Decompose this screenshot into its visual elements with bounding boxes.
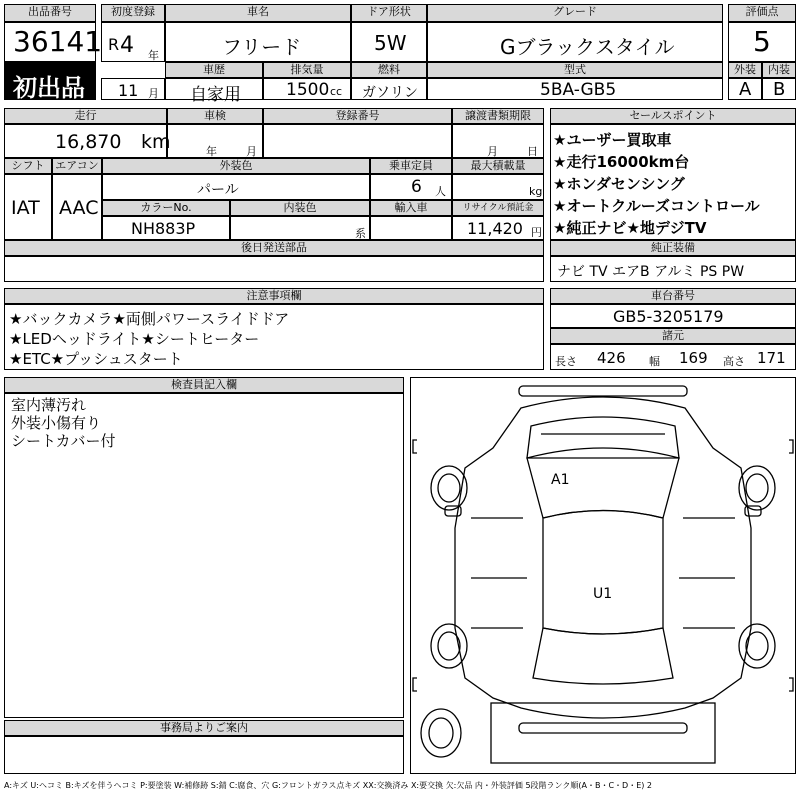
color-no-cell — [102, 216, 230, 240]
model-header: 型式 — [427, 62, 723, 78]
transfer-cell — [452, 124, 544, 158]
capacity-header: 乗車定員 — [370, 158, 452, 174]
displacement-cell — [263, 78, 351, 100]
int-color-unit: 系 — [355, 227, 366, 240]
ext-score: A — [739, 79, 752, 100]
car-damage-diagram — [410, 377, 796, 774]
capacity-unit: 人 — [435, 185, 446, 198]
lot-number: 36141 — [13, 25, 103, 58]
transfer-month-unit: 月 — [487, 145, 498, 158]
transfer-day-unit: 日 — [527, 145, 538, 158]
int-score: B — [773, 79, 786, 100]
grade: Gブラックスタイル — [500, 35, 675, 59]
height-label: 高さ — [723, 355, 745, 368]
sales-point: ★純正ナビ★地デジTV — [553, 219, 707, 237]
damage-mark: A1 — [551, 472, 570, 488]
shift-cell — [4, 174, 52, 240]
recycle-header: リサイクル預託金 — [452, 200, 544, 216]
lot-header: 出品番号 — [4, 4, 96, 22]
score-header: 評価点 — [728, 4, 796, 22]
note-item: ★ETC★プッシュスタート — [9, 350, 183, 368]
displacement: 1500 — [286, 80, 330, 100]
sales-point: ★ホンダセンシング — [553, 175, 685, 193]
history-header: 車歴 — [165, 62, 263, 78]
sales-point: ★ユーザー買取車 — [553, 131, 672, 149]
inspector-note: シートカバー付 — [11, 432, 116, 450]
int-color-header: 内装色 — [230, 200, 370, 216]
width: 169 — [679, 349, 708, 367]
int-score-header: 内装 — [762, 62, 796, 78]
length-label: 長さ — [555, 355, 577, 368]
history-cell — [165, 78, 263, 105]
import-cell — [370, 216, 452, 240]
sales-points-list — [553, 129, 760, 239]
shift: IAT — [11, 197, 40, 219]
door-type: 5W — [374, 31, 407, 55]
shift-header: シフト — [4, 158, 52, 174]
first-listing-badge — [4, 62, 96, 100]
car-name-header: 車名 — [165, 4, 351, 22]
model: 5BA-GB5 — [540, 80, 617, 100]
mileage: 16,870 — [55, 131, 122, 153]
color-no-header: カラーNo. — [102, 200, 230, 216]
fuel: ガソリン — [362, 85, 418, 101]
score-cell — [728, 22, 796, 62]
color-no: NH883P — [131, 219, 196, 238]
ext-color-cell — [102, 174, 370, 200]
equipment-header: 純正装備 — [550, 240, 796, 256]
dims-cell — [550, 344, 796, 370]
width-label: 幅 — [649, 355, 660, 368]
office-header: 事務局よりご案内 — [4, 720, 404, 736]
length: 426 — [597, 349, 626, 367]
first-reg-header: 初度登録 — [101, 4, 165, 22]
model-cell — [427, 78, 723, 100]
int-color-cell — [230, 216, 370, 240]
later-parts-header: 後日発送部品 — [4, 240, 544, 256]
inspection-year-unit: 年 — [206, 145, 217, 158]
equipment: ナビ TV エアB アルミ PS PW — [557, 264, 745, 280]
sales-point: ★走行16000km台 — [553, 153, 690, 171]
inspector-note: 外装小傷有り — [11, 414, 102, 432]
reg-month-unit: 月 — [148, 87, 159, 100]
recycle-amount: 11,420 — [467, 219, 523, 238]
reg-month: 11 — [118, 81, 139, 100]
inspector-list — [11, 396, 116, 450]
sales-points-header: セールスポイント — [550, 108, 796, 124]
recycle-cell — [452, 216, 544, 240]
reg-no-cell — [263, 124, 452, 158]
chassis-cell — [550, 304, 796, 328]
office-box — [4, 736, 404, 774]
reg-year-unit: 年 — [148, 49, 159, 62]
inspector-note: 室内薄汚れ — [11, 396, 87, 414]
chassis-number: GB5-3205179 — [613, 307, 724, 326]
equipment-cell — [550, 256, 796, 282]
car-name-cell — [165, 22, 351, 62]
first-reg-cell — [101, 22, 165, 62]
reg-year: 4 — [120, 33, 134, 58]
inspector-header: 検査員記入欄 — [4, 377, 404, 393]
notes-header: 注意事項欄 — [4, 288, 544, 304]
ac-cell — [52, 174, 102, 240]
recycle-unit: 円 — [531, 226, 542, 239]
later-parts-cell — [4, 256, 544, 282]
sales-point: ★オートクルーズコントロール — [553, 197, 760, 215]
capacity-cell — [370, 174, 452, 200]
first-listing-text: 初出品 — [13, 74, 85, 102]
displacement-header: 排気量 — [263, 62, 351, 78]
notes-box — [4, 304, 544, 370]
chassis-header: 車台番号 — [550, 288, 796, 304]
door-cell — [351, 22, 427, 62]
ac: AAC — [59, 197, 99, 219]
history: 自家用 — [190, 85, 241, 105]
ext-color: パール — [197, 182, 239, 198]
fuel-cell — [351, 78, 427, 100]
grade-header: グレード — [427, 4, 723, 22]
legend: A:キズ U:ヘコミ B:キズを伴うヘコミ P:要塗装 W:補修跡 S:錆 C:腐食、穴 G:フロントガラス点キズ XX:交換済み X:要交換 欠:欠品 内・外装評価 5段階ランク順(A・B・C・D・E) 2 — [4, 781, 653, 790]
ext-color-header: 外装色 — [102, 158, 370, 174]
max-load-cell — [452, 174, 544, 200]
height: 171 — [757, 349, 786, 367]
ext-score-header: 外装 — [728, 62, 762, 78]
transfer-header: 譲渡書類期限 — [452, 108, 544, 124]
inspection-cell — [167, 124, 263, 158]
import-header: 輸入車 — [370, 200, 452, 216]
inspector-box — [4, 393, 404, 718]
mileage-header: 走行 — [4, 108, 167, 124]
sales-points-box — [550, 124, 796, 240]
mileage-cell — [4, 124, 171, 158]
int-score-cell — [762, 78, 796, 100]
grade-cell — [427, 22, 723, 62]
car-name: フリード — [222, 35, 302, 59]
overall-score: 5 — [753, 25, 771, 58]
era: R — [108, 35, 120, 54]
notes-list — [9, 309, 289, 369]
ac-header: エアコン — [52, 158, 102, 174]
ext-score-cell — [728, 78, 762, 100]
capacity: 6 — [411, 177, 422, 197]
note-item: ★バックカメラ★両側パワースライドドア — [9, 310, 290, 328]
reg-month-cell — [101, 78, 165, 100]
displacement-unit: cc — [330, 85, 343, 98]
mileage-unit: km — [141, 131, 171, 153]
inspection-month-unit: 月 — [246, 145, 257, 158]
damage-mark: U1 — [593, 586, 613, 602]
max-load-header: 最大積載量 — [452, 158, 544, 174]
max-load-unit: kg — [529, 185, 543, 198]
reg-no-header: 登録番号 — [263, 108, 452, 124]
note-item: ★LEDヘッドライト★シートヒーター — [9, 330, 260, 348]
dims-header: 諸元 — [550, 328, 796, 344]
inspection-header: 車検 — [167, 108, 263, 124]
door-header: ドア形状 — [351, 4, 427, 22]
lot-number-cell — [4, 22, 103, 62]
fuel-header: 燃料 — [351, 62, 427, 78]
car-outline — [411, 378, 795, 773]
